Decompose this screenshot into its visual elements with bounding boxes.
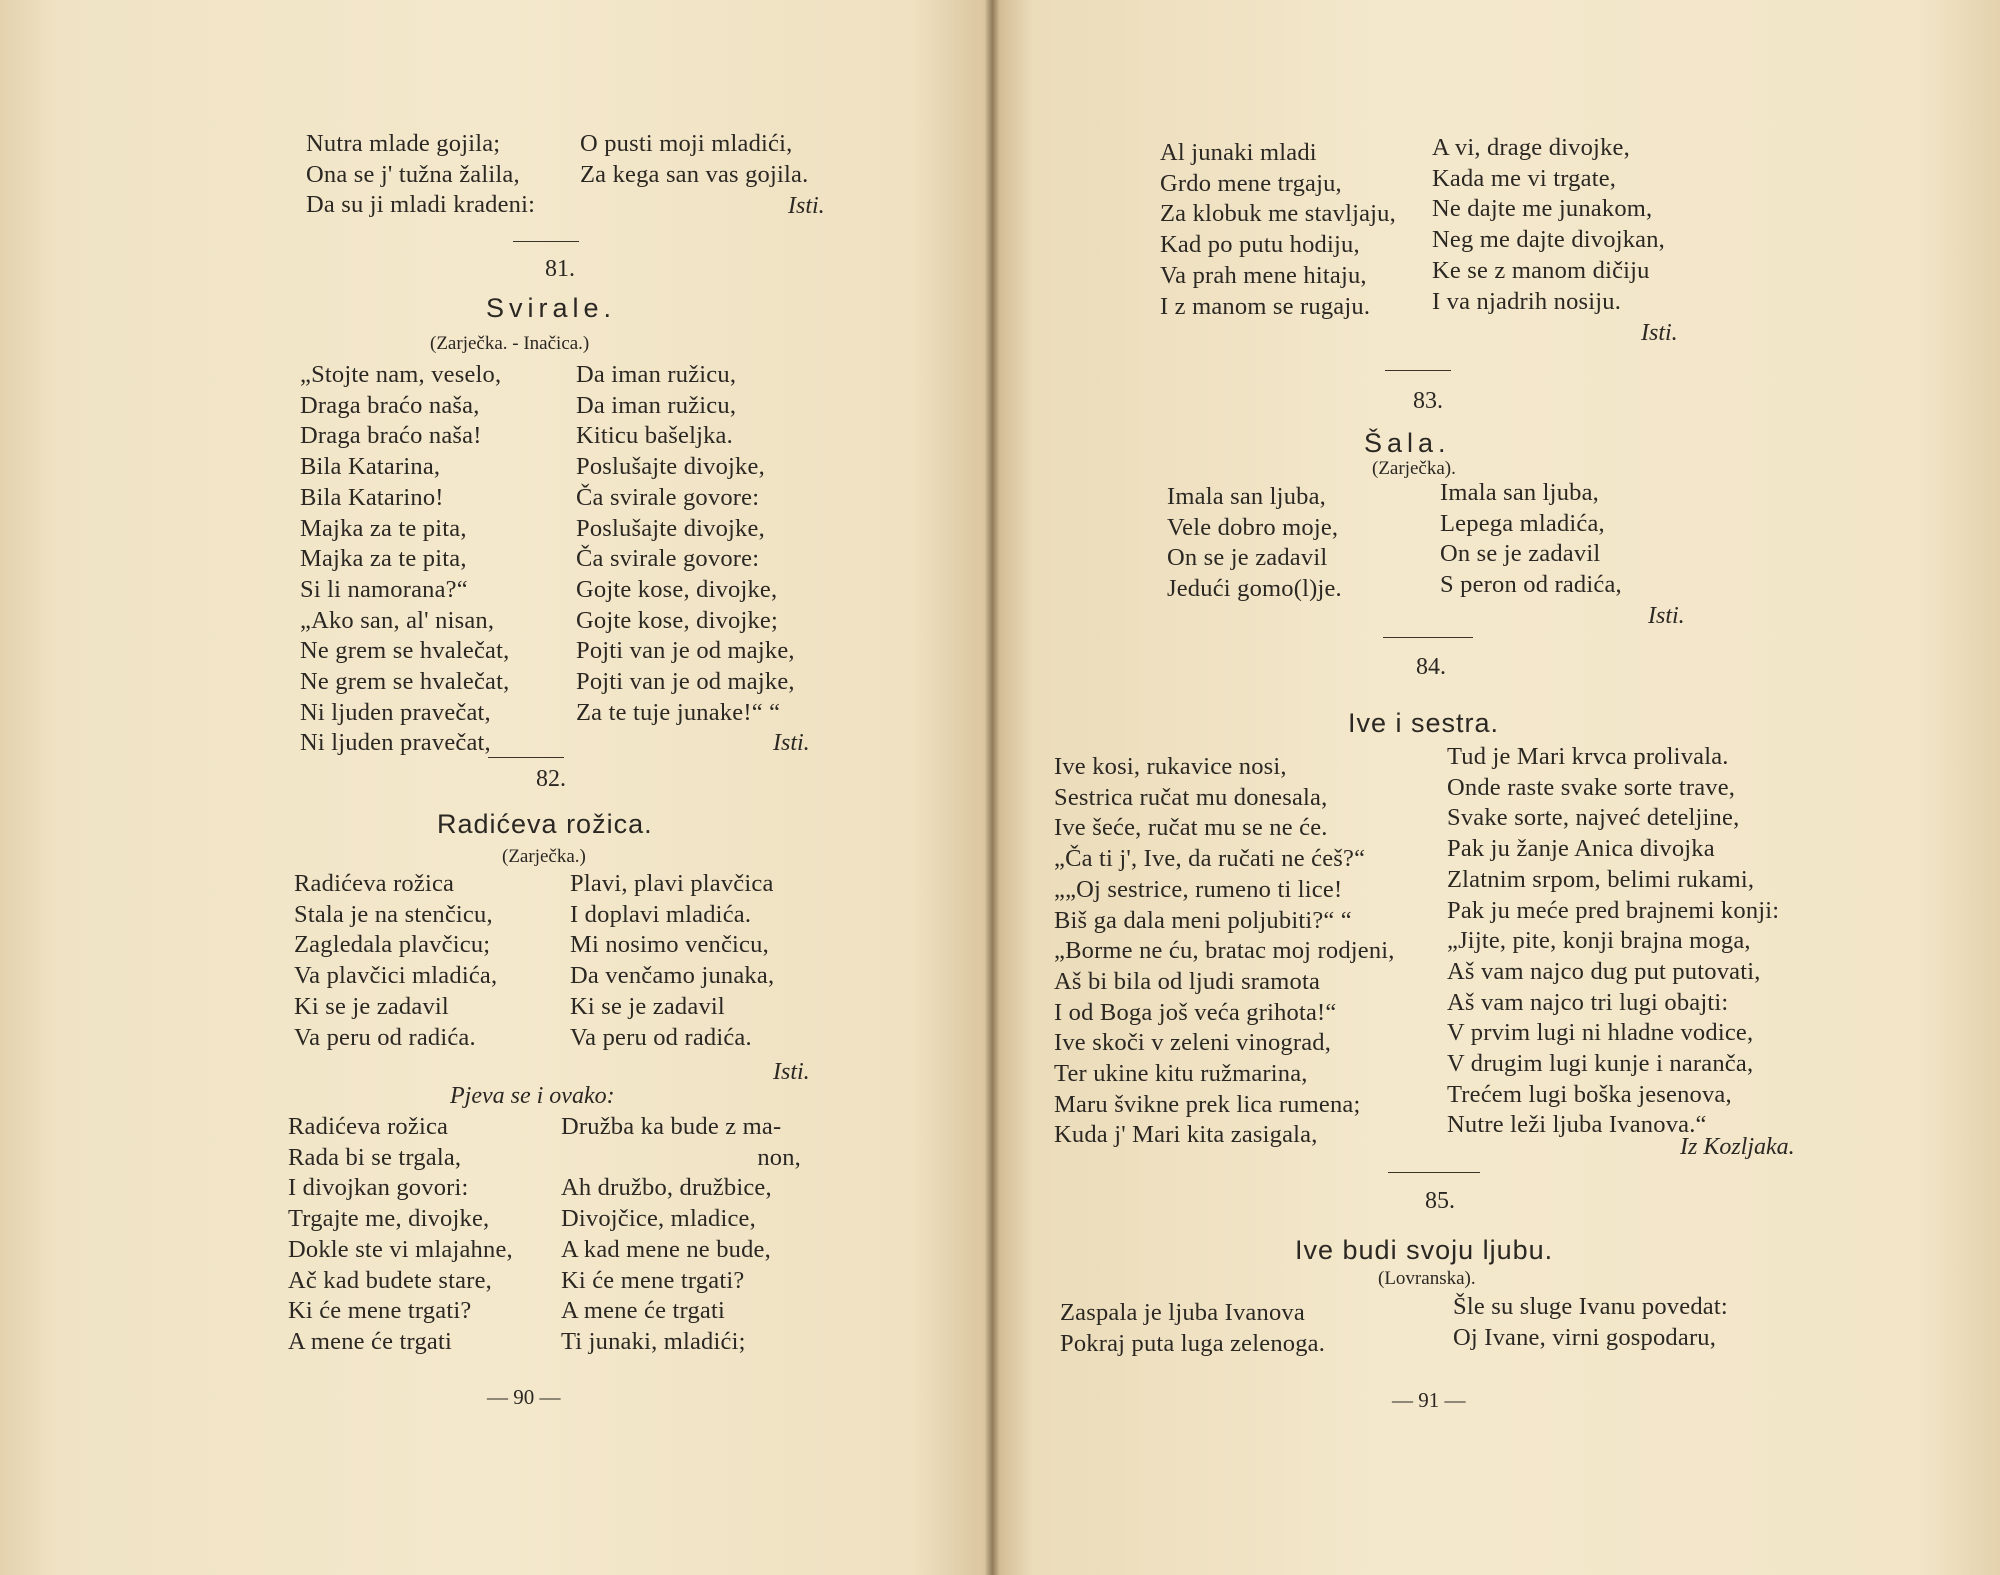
verse-line: Šle su sluge Ivanu povedat: <box>1453 1293 1728 1320</box>
verse-line: Pokraj puta luga zelenoga. <box>1060 1329 1326 1357</box>
verse-line: Ne grem se hvalečat, <box>300 637 510 665</box>
poem81-col2 <box>576 360 795 728</box>
verse-line: I doplavi mladića. <box>570 900 752 928</box>
source-attribution: Iz Kozljaka. <box>1680 1134 1795 1160</box>
separator-rule <box>1385 370 1451 371</box>
source-attribution: Isti. <box>773 730 810 756</box>
verse-line: Ona se j' tužna žalila, <box>306 160 520 188</box>
verse-line: Ni ljuden pravečat, <box>300 729 491 757</box>
verse-line: Bila Katarino! <box>300 483 444 511</box>
verse-line: V prvim lugi ni hladne vodice, <box>1447 1019 1754 1047</box>
separator-rule <box>488 757 564 758</box>
verse-line: Rada bi se trgala, <box>288 1143 462 1171</box>
poem81-col1 <box>300 360 509 759</box>
verse-line: Radićeva rožica <box>294 870 455 897</box>
poem-number: 82. <box>536 766 566 792</box>
verse-line: Aš bi bila od ljudi sramota <box>1054 967 1321 995</box>
left-top-col1 <box>306 129 535 221</box>
left-top-col2 <box>580 129 808 190</box>
verse-line: Ive skoči v zeleni vinograd, <box>1054 1029 1332 1057</box>
verse-line: „„Oj sestrice, rumeno ti lice! <box>1054 875 1343 903</box>
verse-line: Va peru od radića. <box>570 1023 752 1051</box>
verse-line: Poslušajte divojke, <box>576 453 765 481</box>
verse-line: Al junaki mladi <box>1160 139 1317 166</box>
verse-line: Onde raste svake sorte trave, <box>1447 773 1736 801</box>
verse-line: Va peru od radića. <box>294 1023 476 1051</box>
verse-line: Pak ju žanje Anica divojka <box>1447 835 1715 863</box>
verse-line: Kada me vi trgate, <box>1432 164 1617 192</box>
poem-number: 81. <box>545 256 575 282</box>
poem-title: Svirale. <box>486 293 617 323</box>
verse-line: Grdo mene trgaju, <box>1160 169 1342 197</box>
verse-line: Ki se je zadavil <box>570 992 725 1020</box>
verse-line: Dokle ste vi mlajahne, <box>288 1235 513 1263</box>
source-attribution: Isti. <box>773 1059 810 1085</box>
poem82-variant-col1 <box>288 1112 513 1358</box>
verse-line: Pojti van je od majke, <box>576 668 795 696</box>
verse-line: Da su ji mladi kradeni: <box>306 191 536 219</box>
verse-line: S peron od radića, <box>1440 571 1622 599</box>
page-number: — 91 — <box>1392 1388 1466 1412</box>
verse-line: Ač kad budete stare, <box>288 1266 492 1294</box>
poem82-col2 <box>570 869 774 1053</box>
verse-line: Ive kosi, rukavice nosi, <box>1054 753 1287 780</box>
poem82-variant-col2 <box>561 1112 801 1358</box>
poem84-col1 <box>1054 752 1395 1151</box>
verse-line: A vi, drage divojke, <box>1432 134 1630 161</box>
poem82-col1 <box>294 869 497 1053</box>
verse-line: Maru švikne prek lica rumena; <box>1054 1090 1361 1118</box>
verse-line: Trgajte me, divojke, <box>288 1205 490 1233</box>
verse-line: Gojte kose, divojke, <box>576 575 778 603</box>
book-gutter <box>985 0 999 1575</box>
verse-line: Plavi, plavi plavčica <box>570 870 774 897</box>
source-attribution: Isti. <box>1641 320 1678 346</box>
verse-line: I z manom se rugaju. <box>1160 292 1371 320</box>
verse-line: Družba ka bude z ma- <box>561 1113 782 1140</box>
verse-line: Da venčamo junaka, <box>570 962 775 990</box>
poem85-col1 <box>1060 1298 1325 1359</box>
verse-line: Imala san ljuba, <box>1440 479 1599 506</box>
variant-label: Pjeva se i ovako: <box>450 1083 615 1109</box>
verse-line: „Ča ti j', Ive, da ručati ne ćeš?“ <box>1054 845 1366 873</box>
verse-line: Da iman ružicu, <box>576 391 737 419</box>
verse-line: Draga braćo naša, <box>300 391 480 419</box>
verse-line: Mi nosimo venčicu, <box>570 931 769 959</box>
poem83-col1 <box>1167 482 1342 605</box>
verse-line: I va njadrih nosiju. <box>1432 287 1622 315</box>
verse-line: Ti junaki, mladići; <box>561 1327 746 1355</box>
poem-subtitle: (Zarječka.) <box>502 846 586 867</box>
verse-line: Ki se je zadavil <box>294 992 449 1020</box>
verse-line: On se je zadavil <box>1440 540 1601 568</box>
verse-line: Si li namorana?“ <box>300 575 468 603</box>
poem-title: Šala. <box>1364 428 1451 458</box>
verse-line: Ki će mene trgati? <box>288 1297 472 1325</box>
poem-subtitle: (Lovranska). <box>1378 1268 1476 1289</box>
verse-line: O pusti moji mladići, <box>580 130 793 157</box>
verse-line: Trećem lugi boška jesenova, <box>1447 1080 1732 1108</box>
verse-line: Kiticu bašeljka. <box>576 422 733 450</box>
verse-line: „Stojte nam, veselo, <box>300 361 502 388</box>
verse-line: Ni ljuden pravečat, <box>300 698 491 726</box>
verse-line: non, <box>757 1143 801 1171</box>
source-attribution: Isti. <box>1648 603 1685 629</box>
verse-line: Ne dajte me junakom, <box>1432 195 1653 223</box>
verse-line: Za kega san vas gojila. <box>580 160 809 188</box>
source-attribution: Isti. <box>788 193 825 219</box>
poem85-col2 <box>1453 1292 1728 1353</box>
verse-line: Aš vam najco tri lugi obajti: <box>1447 988 1729 1016</box>
verse-line: Nutra mlade gojila; <box>306 130 501 157</box>
right-top-col2 <box>1432 133 1665 317</box>
verse-line: Bila Katarina, <box>300 453 441 481</box>
verse-line: Ah družbo, družbice, <box>561 1174 772 1202</box>
verse-line: Poslušajte divojke, <box>576 514 765 542</box>
verse-line: I divojkan govori: <box>288 1174 469 1202</box>
verse-line: Ča svirale govore: <box>576 545 760 573</box>
verse-line: „Borme ne ću, bratac moj rodjeni, <box>1054 937 1395 965</box>
verse-line: A kad mene ne bude, <box>561 1235 771 1263</box>
poem84-col2 <box>1447 742 1779 1141</box>
verse-line: Gojte kose, divojke; <box>576 606 779 634</box>
verse-line: Stala je na stenčicu, <box>294 900 493 928</box>
verse-line: A mene će trgati <box>561 1297 725 1325</box>
verse-line: Va prah mene hitaju, <box>1160 261 1367 289</box>
verse-line: Za klobuk me stavljaju, <box>1160 200 1396 228</box>
verse-line: Oj Ivane, virni gospodaru, <box>1453 1323 1717 1351</box>
verse-line: Sestrica ručat mu donesala, <box>1054 783 1328 811</box>
separator-rule <box>513 241 579 242</box>
verse-line: Ki će mene trgati? <box>561 1266 745 1294</box>
verse-line: I od Boga još veća grihota!“ <box>1054 998 1337 1026</box>
verse-line: Ne grem se hvalečat, <box>300 668 510 696</box>
poem-title: Radićeva rožica. <box>437 809 653 839</box>
poem-title: Ive i sestra. <box>1348 708 1500 738</box>
verse-line: Zlatnim srpom, belimi rukami, <box>1447 865 1755 893</box>
poem-subtitle: (Zarječka). <box>1372 458 1456 479</box>
separator-rule <box>1383 637 1473 638</box>
poem-number: 83. <box>1413 388 1443 414</box>
verse-line: Za te tuje junake!“ “ <box>576 698 781 726</box>
verse-line: Jedući gomo(l)je. <box>1167 575 1342 603</box>
verse-line: Pak ju meće pred brajnemi konji: <box>1447 896 1780 924</box>
verse-line: Kad po putu hodiju, <box>1160 231 1360 259</box>
verse-line: Lepega mladića, <box>1440 509 1605 537</box>
page-number: — 90 — <box>487 1385 561 1409</box>
verse-line: Ter ukine kitu ružmarina, <box>1054 1060 1308 1088</box>
verse-line: Biš ga dala meni poljubiti?“ “ <box>1054 906 1352 934</box>
verse-line: Da iman ružicu, <box>576 361 737 388</box>
verse-line: Divojčice, mladice, <box>561 1205 756 1233</box>
verse-line: Svake sorte, najveć deteljine, <box>1447 804 1740 832</box>
verse-line: Kuda j' Mari kita zasigala, <box>1054 1121 1318 1149</box>
verse-line: Pojti van je od majke, <box>576 637 795 665</box>
verse-line: Ke se z manom dičiju <box>1432 256 1650 284</box>
right-top-col1 <box>1160 138 1396 322</box>
verse-line: Nutre leži ljuba Ivanova.“ <box>1447 1111 1707 1139</box>
verse-line: Ča svirale govore: <box>576 483 760 511</box>
poem-subtitle: (Zarječka. - Inačica.) <box>430 333 590 354</box>
verse-line: Tud je Mari krvca prolivala. <box>1447 743 1729 770</box>
verse-line: Zaspala je ljuba Ivanova <box>1060 1299 1305 1326</box>
poem-number: 85. <box>1425 1188 1455 1214</box>
verse-line: Radićeva rožica <box>288 1113 449 1140</box>
poem-number: 84. <box>1416 654 1446 680</box>
verse-line: A mene će trgati <box>288 1327 452 1355</box>
verse-line: Zagledala plavčicu; <box>294 931 491 959</box>
poem83-col2 <box>1440 478 1622 601</box>
verse-line: Ive šeće, ručat mu se ne će. <box>1054 814 1328 842</box>
verse-line: Neg me dajte divojkan, <box>1432 226 1665 254</box>
separator-rule <box>1388 1172 1480 1173</box>
verse-line: V drugim lugi kunje i naranča, <box>1447 1050 1754 1078</box>
verse-line: Majka za te pita, <box>300 514 467 542</box>
poem-title: Ive budi svoju ljubu. <box>1295 1235 1554 1265</box>
verse-line: Draga braćo naša! <box>300 422 482 450</box>
verse-line: Vele dobro moje, <box>1167 513 1339 541</box>
verse-line: Imala san ljuba, <box>1167 483 1326 510</box>
verse-line: Majka za te pita, <box>300 545 467 573</box>
verse-line: „Ako san, al' nisan, <box>300 606 495 634</box>
verse-line: Va plavčici mladića, <box>294 962 498 990</box>
verse-line: „Jijte, pite, konji brajna moga, <box>1447 927 1751 955</box>
verse-line: On se je zadavil <box>1167 544 1328 572</box>
verse-line: Aš vam najco dug put putovati, <box>1447 957 1761 985</box>
